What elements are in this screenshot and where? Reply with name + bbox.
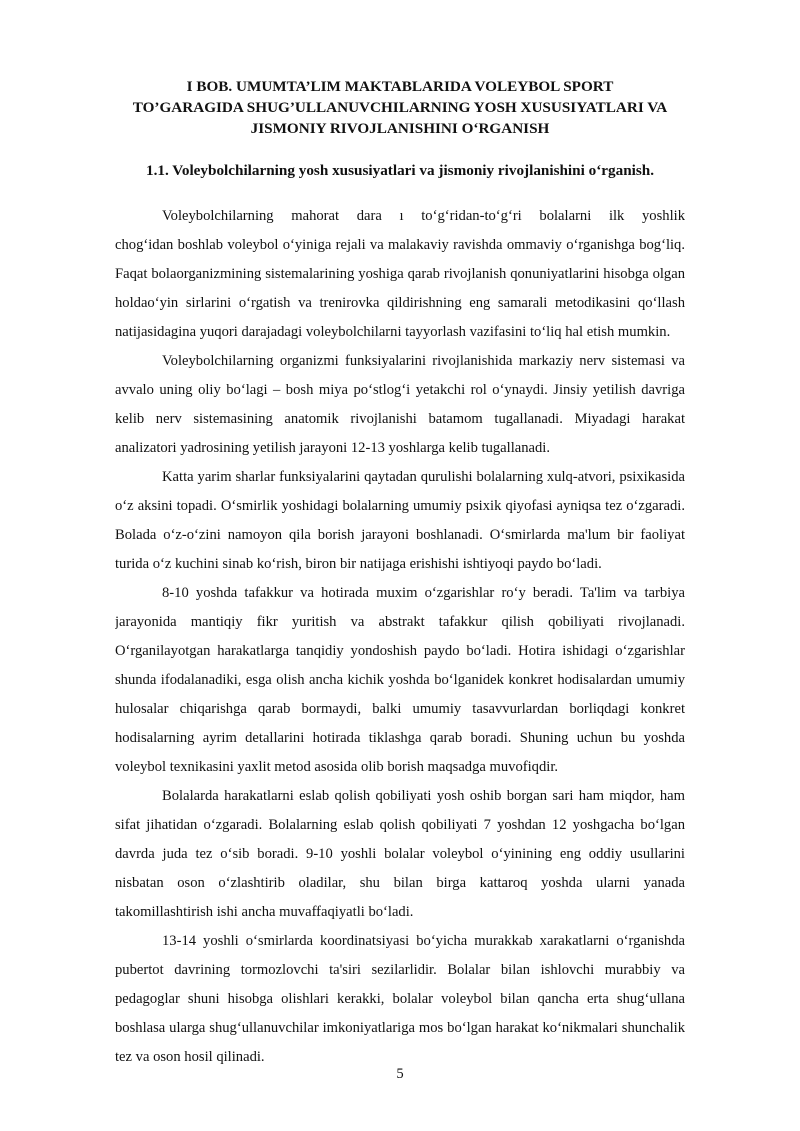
text-line: Bolalarda harakatlarni eslab qolish qobiliyati yosh oshib borgan sari ham miqdor, ham <box>162 788 685 804</box>
page-number: 5 <box>396 1066 404 1082</box>
text-line: natijasidagina yuqori darajadagi voleybolchilarni tayyorlash vazifasini to‘liq hal etish mumkin. <box>115 324 671 340</box>
text-line: 13-14 yoshli o‘smirlarda koordinatsiyasi bo‘yicha murakkab xarakatlarni o‘rganishda <box>162 933 685 949</box>
text-line: Faqat bolaorganizmining sistemalarining yoshiga qarab rivojlanish qonuniyatlarini hisobga olgan <box>115 266 685 282</box>
text-line: O‘rganilayotgan harakatlarga tanqidiy yondoshish paydo bo‘ladi. Hotira ishidagi o‘zgarishlar <box>115 643 685 659</box>
text-line: o‘z aksini topadi. O‘smirlik yoshidagi bolalarning umumiy psixik qiyofasi ayniqsa tez o‘zgaradi. <box>115 498 685 514</box>
text-line: avvalo uning oliy bo‘lagi – bosh miya po‘stlog‘i yetakchi rol o‘ynaydi. Jinsiy yetilish davriga <box>115 382 685 398</box>
paragraph <box>115 347 685 463</box>
text-line: voleybol texnikasini yaxlit metod asosida olib borish maqsadga muvofiqdir. <box>115 759 559 775</box>
paragraph <box>115 782 685 927</box>
text-line: hodisalarning ayrim detallarini hotirada tiklashga qarab boradi. Shuning uchun bu yoshda <box>115 730 685 746</box>
chapter-title-line: JISMONIY RIVOJLANISHINI O‘RGANISH <box>250 120 550 137</box>
text-line: Katta yarim sharlar funksiyalarini qaytadan qurulishi bolalarning xulq-atvori, psixikasida <box>162 469 685 485</box>
chapter-title-line: I BOB. UMUMTA’LIM MAKTABLARIDA VOLEYBOL SPORT <box>186 78 614 95</box>
text-line: boshlasa ularga shug‘ullanuvchilar imkoniyatlariga mos bo‘lgan harakat ko‘nikmalari shunchalik <box>115 1020 685 1036</box>
text-line: sifat jihatidan o‘zgaradi. Bolalarning eslab qolish qobiliyati 7 yoshdan 12 yoshgacha bo‘lgan <box>115 817 685 833</box>
text-line: pubertot davrining tormozlovchi ta'siri sezilarlidir. Bolalar bilan ishlovchi murabbiy va <box>115 962 685 978</box>
text-line: hulosalar chiqarishga qarab bormaydi, balki umumiy tasavvurlardan borliqdagi konkret <box>115 701 685 717</box>
text-line: Bolada o‘z-o‘zini namoyon qila borish jarayoni boshlanadi. O‘smirlarda ma'lum bir faoliyat <box>115 527 685 543</box>
section-title: 1.1. Voleybolchilarning yosh xususiyatlari va jismoniy rivojlanishini o‘rganish. <box>145 162 655 179</box>
paragraph <box>115 202 685 347</box>
text-line: 8-10 yoshda tafakkur va hotirada muxim o‘zgarishlar ro‘y beradi. Ta'lim va tarbiya <box>162 585 685 601</box>
chapter-title-line: TO’GARAGIDA SHUG’ULLANUVCHILARNING YOSH XUSUSIYATLARI VA <box>132 99 668 116</box>
paragraph <box>115 579 685 782</box>
text-line: davrda juda tez o‘sib boradi. 9-10 yoshli bolalar voleybol o‘yinining eng oddiy usullarini <box>115 846 685 862</box>
text-line: shunda ifodalanadiki, esga olish ancha kichik yoshda bo‘lganidek konkret hodisalardan umumiy <box>115 672 685 688</box>
text-line: Voleybolchilarning mahorat dara ı to‘g‘ridan-to‘g‘ri bolalarni ilk yoshlik <box>162 208 685 224</box>
paragraph <box>115 927 685 1072</box>
text-line: pedagoglar shuni hisobga olishlari kerakki, bolalar voleybol bilan qancha erta shug‘ullana <box>115 991 685 1007</box>
text-line: tez va oson hosil qilinadi. <box>115 1049 265 1065</box>
body-text <box>115 202 685 1072</box>
text-line: turida o‘z kuchini sinab ko‘rish, biron bir natijaga erishishi ishtiyoqi paydo bo‘ladi. <box>115 556 602 572</box>
text-line: chog‘idan boshlab voleybol o‘yiniga rejali va malakaviy ravishda ommaviy o‘rganishga bog‘liq. <box>115 237 685 253</box>
text-line: Voleybolchilarning organizmi funksiyalarini rivojlanishida markaziy nerv sistemasi va <box>162 353 685 369</box>
chapter-title <box>115 76 685 139</box>
text-line: analizatori yadrosining yetilish jarayoni 12-13 yoshlarga kelib tugallanadi. <box>115 440 550 456</box>
text-line: nisbatan oson o‘zlashtirib oladilar, shu bilan birga kattaroq yoshda ularni yanada <box>115 875 685 891</box>
text-line: kelib nerv sistemasining anatomik rivojlanishi batamom tugallanadi. Miyadagi harakat <box>115 411 685 427</box>
text-line: jarayonida mantiqiy fikr yuritish va abstrakt tafakkur qilish qobiliyati rivojlanadi. <box>115 614 685 630</box>
paragraph <box>115 463 685 579</box>
text-line: holdao‘yin sirlarini o‘rgatish va trenirovka qildirishning eng samarali metodikasini qo‘llash <box>115 295 685 311</box>
text-line: takomillashtirish ishi ancha muvaffaqiyatli bo‘ladi. <box>115 904 414 920</box>
